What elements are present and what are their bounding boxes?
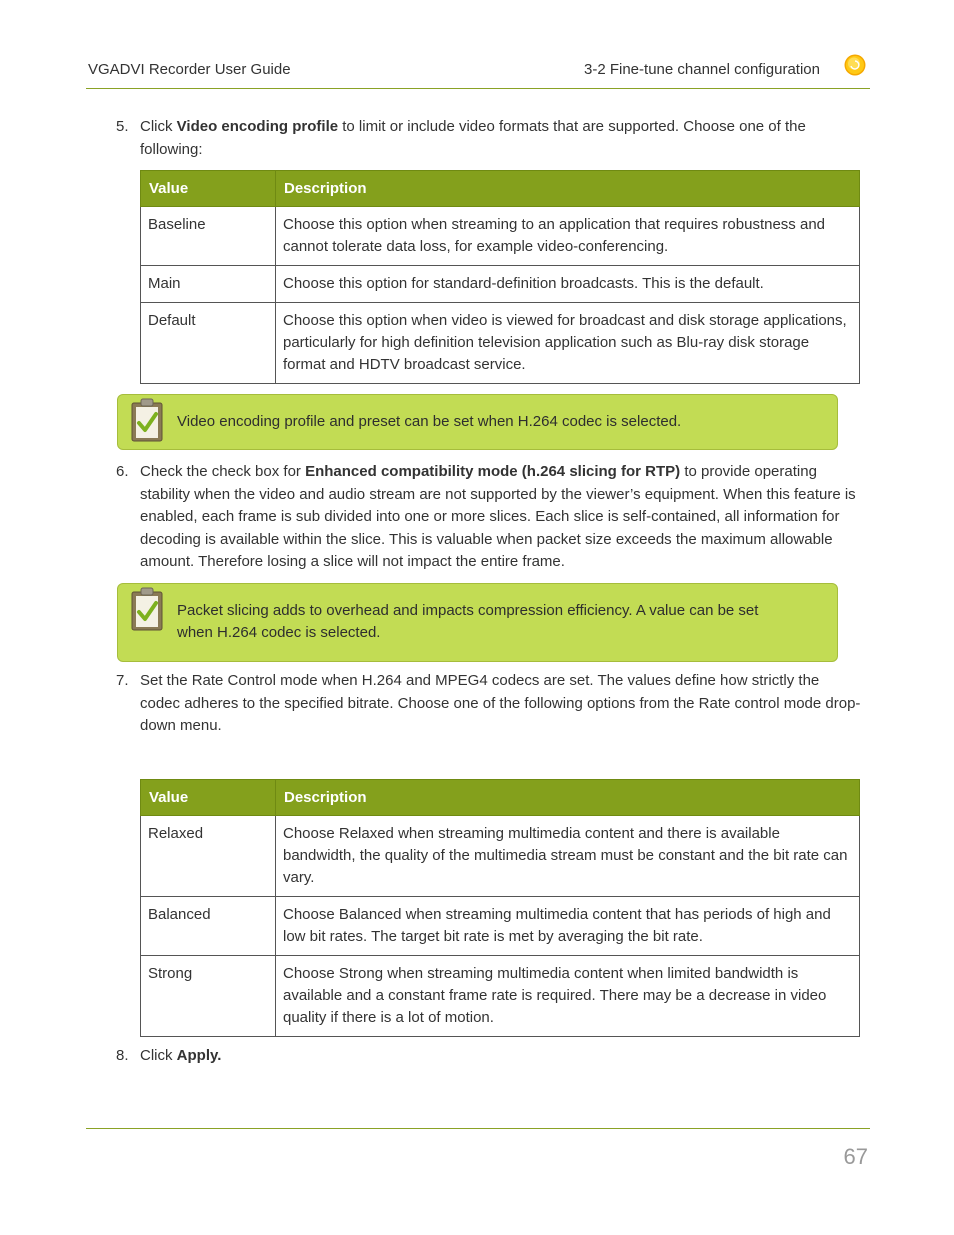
value-cell: Baseline [141, 207, 276, 266]
note-text: Video encoding profile and preset can be set when H.264 codec is selected. [177, 413, 682, 430]
description-cell: Choose this option when video is viewed for broadcast and disk storage applications, particularly for high definition television application such as Blu-ray disk storage format and HDTV broadcast service. [276, 303, 860, 384]
step-number: 7. [116, 672, 129, 689]
section-title: 3-2 Fine-tune channel configuration [584, 61, 820, 78]
table-row [141, 303, 860, 384]
sun-logo-icon [844, 54, 866, 76]
note-text-line: when H.264 codec is selected. [177, 624, 381, 641]
description-cell: Choose this option when streaming to an application that requires robustness and cannot tolerate data loss, for example video-conferencing. [276, 207, 860, 266]
table-row [141, 897, 860, 956]
ui-term: Apply. [176, 1047, 222, 1064]
clipboard-check-icon [129, 397, 165, 443]
table-header-row [141, 780, 860, 816]
step-text-pre: Click [140, 1047, 177, 1064]
step-7 [116, 670, 861, 738]
description-cell: Choose this option for standard-definition broadcasts. This is the default. [276, 266, 860, 303]
column-header-value: Value [141, 780, 276, 816]
step-text-pre: Click [140, 118, 177, 135]
value-cell: Strong [141, 956, 276, 1037]
step-number: 6. [116, 463, 129, 480]
value-cell: Balanced [141, 897, 276, 956]
note-box [117, 583, 838, 662]
table-row [141, 956, 860, 1037]
description-cell: Choose Relaxed when streaming multimedia content and there is available bandwidth, the quality of the multimedia stream must be constant and the bit rate can vary. [276, 816, 860, 897]
description-cell: Choose Strong when streaming multimedia content when limited bandwidth is available and a constant frame rate is required. There may be a decrease in video quality if there is a lot of motion. [276, 956, 860, 1037]
column-header-description: Description [276, 171, 860, 207]
ui-term: Video encoding profile [176, 118, 339, 135]
page-number: 67 [843, 1144, 868, 1169]
table-row [141, 816, 860, 897]
step-text [140, 1045, 861, 1068]
table-header-row [141, 171, 860, 207]
document-title: VGADVI Recorder User Guide [88, 61, 291, 78]
column-header-description: Description [276, 780, 860, 816]
step-8 [116, 1045, 861, 1068]
step-text-post: to provide operating stability when the video and audio stream are not supported by the viewer’s equipment. When this feature is enabled, each frame is sub divided into one or more slices. Each slice is self-contained, all information for decoding is available within the slice. This is valuable when packet size exceeds the maximum allowable amount. Therefore losing a slice will not impact the entire frame. [140, 463, 856, 570]
column-header-value: Value [141, 171, 276, 207]
description-cell: Choose Balanced when streaming multimedia content that has periods of high and low bit rates. The target bit rate is met by averaging the bit rate. [276, 897, 860, 956]
page-header [86, 58, 870, 89]
step-number: 8. [116, 1047, 129, 1064]
encoding-profile-table [140, 170, 860, 384]
clipboard-check-icon [129, 586, 165, 632]
ui-term: Enhanced compatibility mode (h.264 slicing for RTP) [305, 463, 681, 480]
note-text [177, 600, 758, 644]
page-footer [86, 1128, 870, 1169]
rate-control-table [140, 779, 860, 1037]
value-cell: Main [141, 266, 276, 303]
table-row [141, 266, 860, 303]
step-text [140, 116, 861, 161]
table-row [141, 207, 860, 266]
step-5 [116, 116, 861, 161]
note-text-line: Packet slicing adds to overhead and impacts compression efficiency. A value can be set [177, 602, 759, 619]
value-cell: Default [141, 303, 276, 384]
step-text: Set the Rate Control mode when H.264 and MPEG4 codecs are set. The values define how strictly the codec adheres to the specified bitrate. Choose one of the following options from the Rate control mode drop-down menu. [140, 672, 861, 734]
step-text [140, 461, 861, 574]
step-text-pre: Check the check box for [140, 463, 306, 480]
step-text-post: to limit or include video formats that are supported. Choose one of the following: [140, 118, 806, 158]
step-number: 5. [116, 118, 129, 135]
step-6 [116, 461, 861, 574]
note-box [117, 394, 838, 450]
value-cell: Relaxed [141, 816, 276, 897]
